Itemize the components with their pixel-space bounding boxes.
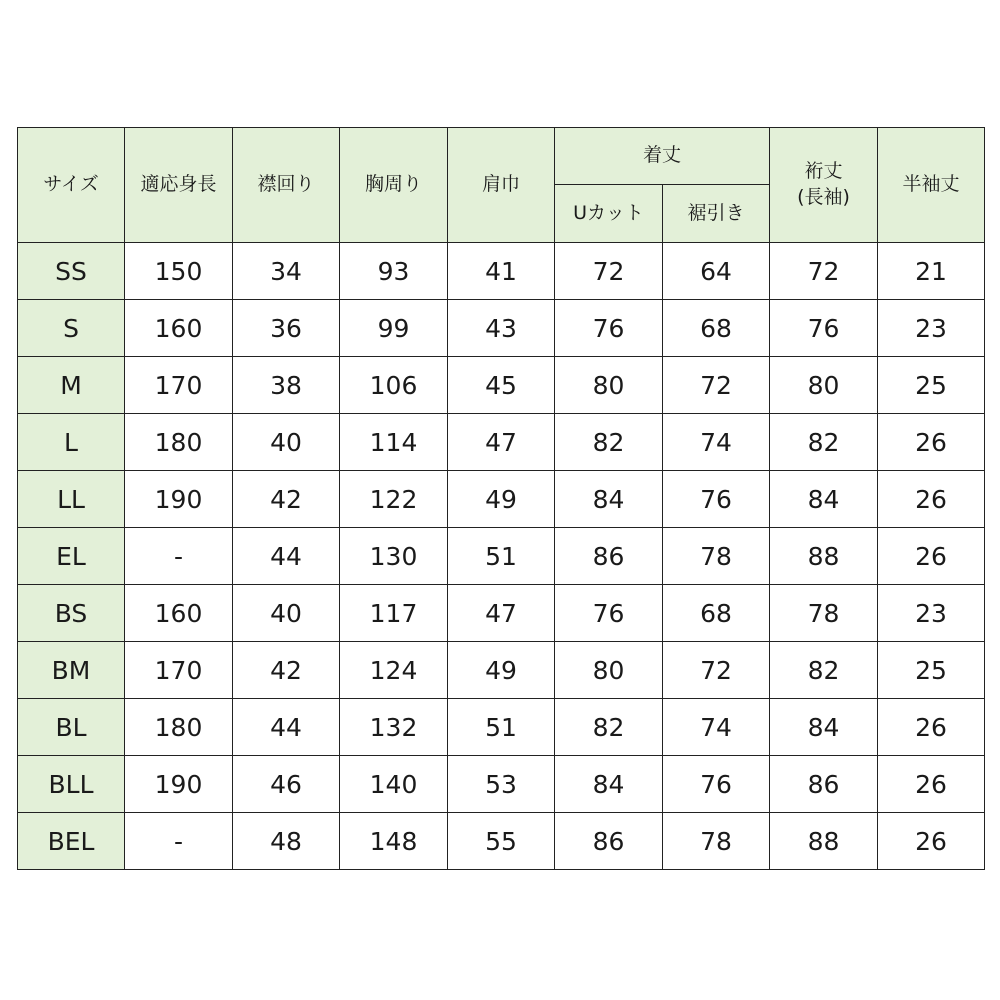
table-row xyxy=(18,300,985,357)
header-shoulder: 肩巾 xyxy=(448,128,555,243)
cell-length-ucut: 86 xyxy=(555,813,663,870)
cell-length-ucut: 76 xyxy=(555,585,663,642)
cell-short-sleeve: 26 xyxy=(878,756,985,813)
cell-length-susobiki: 76 xyxy=(663,756,770,813)
cell-length-ucut: 86 xyxy=(555,528,663,585)
cell-length-ucut: 84 xyxy=(555,471,663,528)
cell-collar: 38 xyxy=(233,357,340,414)
table-row xyxy=(18,642,985,699)
cell-chest: 99 xyxy=(340,300,448,357)
header-chest: 胸周り xyxy=(340,128,448,243)
cell-shoulder: 51 xyxy=(448,699,555,756)
cell-height: 170 xyxy=(125,642,233,699)
cell-short-sleeve: 26 xyxy=(878,813,985,870)
table-row xyxy=(18,585,985,642)
cell-shoulder: 47 xyxy=(448,414,555,471)
table-row xyxy=(18,699,985,756)
cell-sleeve: 72 xyxy=(770,243,878,300)
cell-collar: 42 xyxy=(233,471,340,528)
cell-height: 160 xyxy=(125,300,233,357)
cell-short-sleeve: 21 xyxy=(878,243,985,300)
cell-shoulder: 55 xyxy=(448,813,555,870)
cell-length-ucut: 80 xyxy=(555,642,663,699)
header-collar: 襟回り xyxy=(233,128,340,243)
cell-shoulder: 49 xyxy=(448,471,555,528)
cell-shoulder: 45 xyxy=(448,357,555,414)
cell-sleeve: 82 xyxy=(770,642,878,699)
cell-height: 180 xyxy=(125,414,233,471)
cell-height: - xyxy=(125,528,233,585)
cell-size: M xyxy=(18,357,125,414)
cell-collar: 34 xyxy=(233,243,340,300)
cell-collar: 42 xyxy=(233,642,340,699)
cell-height: - xyxy=(125,813,233,870)
cell-length-susobiki: 78 xyxy=(663,813,770,870)
header-short-sleeve: 半袖丈 xyxy=(878,128,985,243)
cell-collar: 46 xyxy=(233,756,340,813)
cell-length-susobiki: 74 xyxy=(663,414,770,471)
cell-shoulder: 43 xyxy=(448,300,555,357)
header-length-ucut: Uカット xyxy=(555,185,663,243)
cell-short-sleeve: 25 xyxy=(878,357,985,414)
cell-size: L xyxy=(18,414,125,471)
cell-size: BEL xyxy=(18,813,125,870)
header-row xyxy=(18,128,985,185)
cell-size: BLL xyxy=(18,756,125,813)
cell-sleeve: 88 xyxy=(770,528,878,585)
cell-sleeve: 82 xyxy=(770,414,878,471)
cell-length-susobiki: 68 xyxy=(663,585,770,642)
cell-chest: 117 xyxy=(340,585,448,642)
cell-length-susobiki: 78 xyxy=(663,528,770,585)
cell-length-ucut: 82 xyxy=(555,699,663,756)
cell-length-ucut: 82 xyxy=(555,414,663,471)
cell-length-susobiki: 72 xyxy=(663,642,770,699)
cell-length-susobiki: 68 xyxy=(663,300,770,357)
table-row xyxy=(18,357,985,414)
cell-sleeve: 78 xyxy=(770,585,878,642)
cell-chest: 106 xyxy=(340,357,448,414)
size-chart-table xyxy=(17,127,985,870)
cell-shoulder: 51 xyxy=(448,528,555,585)
cell-collar: 44 xyxy=(233,699,340,756)
cell-height: 160 xyxy=(125,585,233,642)
table-row xyxy=(18,528,985,585)
cell-short-sleeve: 26 xyxy=(878,414,985,471)
cell-length-susobiki: 72 xyxy=(663,357,770,414)
cell-length-susobiki: 74 xyxy=(663,699,770,756)
header-sleeve xyxy=(770,128,878,243)
cell-shoulder: 53 xyxy=(448,756,555,813)
cell-chest: 148 xyxy=(340,813,448,870)
cell-size: BL xyxy=(18,699,125,756)
cell-short-sleeve: 26 xyxy=(878,699,985,756)
cell-short-sleeve: 26 xyxy=(878,471,985,528)
header-sleeve-line1: 裄丈 xyxy=(804,160,843,183)
cell-short-sleeve: 26 xyxy=(878,528,985,585)
cell-sleeve: 88 xyxy=(770,813,878,870)
cell-size: EL xyxy=(18,528,125,585)
cell-size: BS xyxy=(18,585,125,642)
cell-chest: 122 xyxy=(340,471,448,528)
header-height: 適応身長 xyxy=(125,128,233,243)
cell-size: LL xyxy=(18,471,125,528)
cell-collar: 40 xyxy=(233,585,340,642)
cell-size: SS xyxy=(18,243,125,300)
cell-chest: 114 xyxy=(340,414,448,471)
cell-short-sleeve: 23 xyxy=(878,585,985,642)
table-row xyxy=(18,414,985,471)
cell-collar: 36 xyxy=(233,300,340,357)
cell-sleeve: 84 xyxy=(770,699,878,756)
cell-short-sleeve: 23 xyxy=(878,300,985,357)
cell-length-ucut: 72 xyxy=(555,243,663,300)
table-row xyxy=(18,471,985,528)
cell-height: 190 xyxy=(125,756,233,813)
cell-sleeve: 76 xyxy=(770,300,878,357)
table-row xyxy=(18,243,985,300)
header-length-susobiki: 裾引き xyxy=(663,185,770,243)
cell-collar: 44 xyxy=(233,528,340,585)
cell-short-sleeve: 25 xyxy=(878,642,985,699)
cell-size: S xyxy=(18,300,125,357)
cell-sleeve: 80 xyxy=(770,357,878,414)
cell-length-susobiki: 64 xyxy=(663,243,770,300)
cell-height: 170 xyxy=(125,357,233,414)
cell-length-susobiki: 76 xyxy=(663,471,770,528)
cell-collar: 40 xyxy=(233,414,340,471)
cell-chest: 93 xyxy=(340,243,448,300)
cell-collar: 48 xyxy=(233,813,340,870)
cell-shoulder: 49 xyxy=(448,642,555,699)
cell-height: 190 xyxy=(125,471,233,528)
cell-height: 180 xyxy=(125,699,233,756)
cell-chest: 124 xyxy=(340,642,448,699)
cell-length-ucut: 84 xyxy=(555,756,663,813)
table-row xyxy=(18,813,985,870)
cell-chest: 140 xyxy=(340,756,448,813)
cell-length-ucut: 76 xyxy=(555,300,663,357)
cell-size: BM xyxy=(18,642,125,699)
cell-height: 150 xyxy=(125,243,233,300)
header-sleeve-line2: (長袖) xyxy=(797,186,850,208)
cell-chest: 132 xyxy=(340,699,448,756)
cell-chest: 130 xyxy=(340,528,448,585)
cell-length-ucut: 80 xyxy=(555,357,663,414)
cell-sleeve: 84 xyxy=(770,471,878,528)
table-body xyxy=(18,243,985,870)
cell-shoulder: 47 xyxy=(448,585,555,642)
header-size: サイズ xyxy=(18,128,125,243)
table-row xyxy=(18,756,985,813)
cell-shoulder: 41 xyxy=(448,243,555,300)
cell-sleeve: 86 xyxy=(770,756,878,813)
header-length: 着丈 xyxy=(555,128,770,185)
